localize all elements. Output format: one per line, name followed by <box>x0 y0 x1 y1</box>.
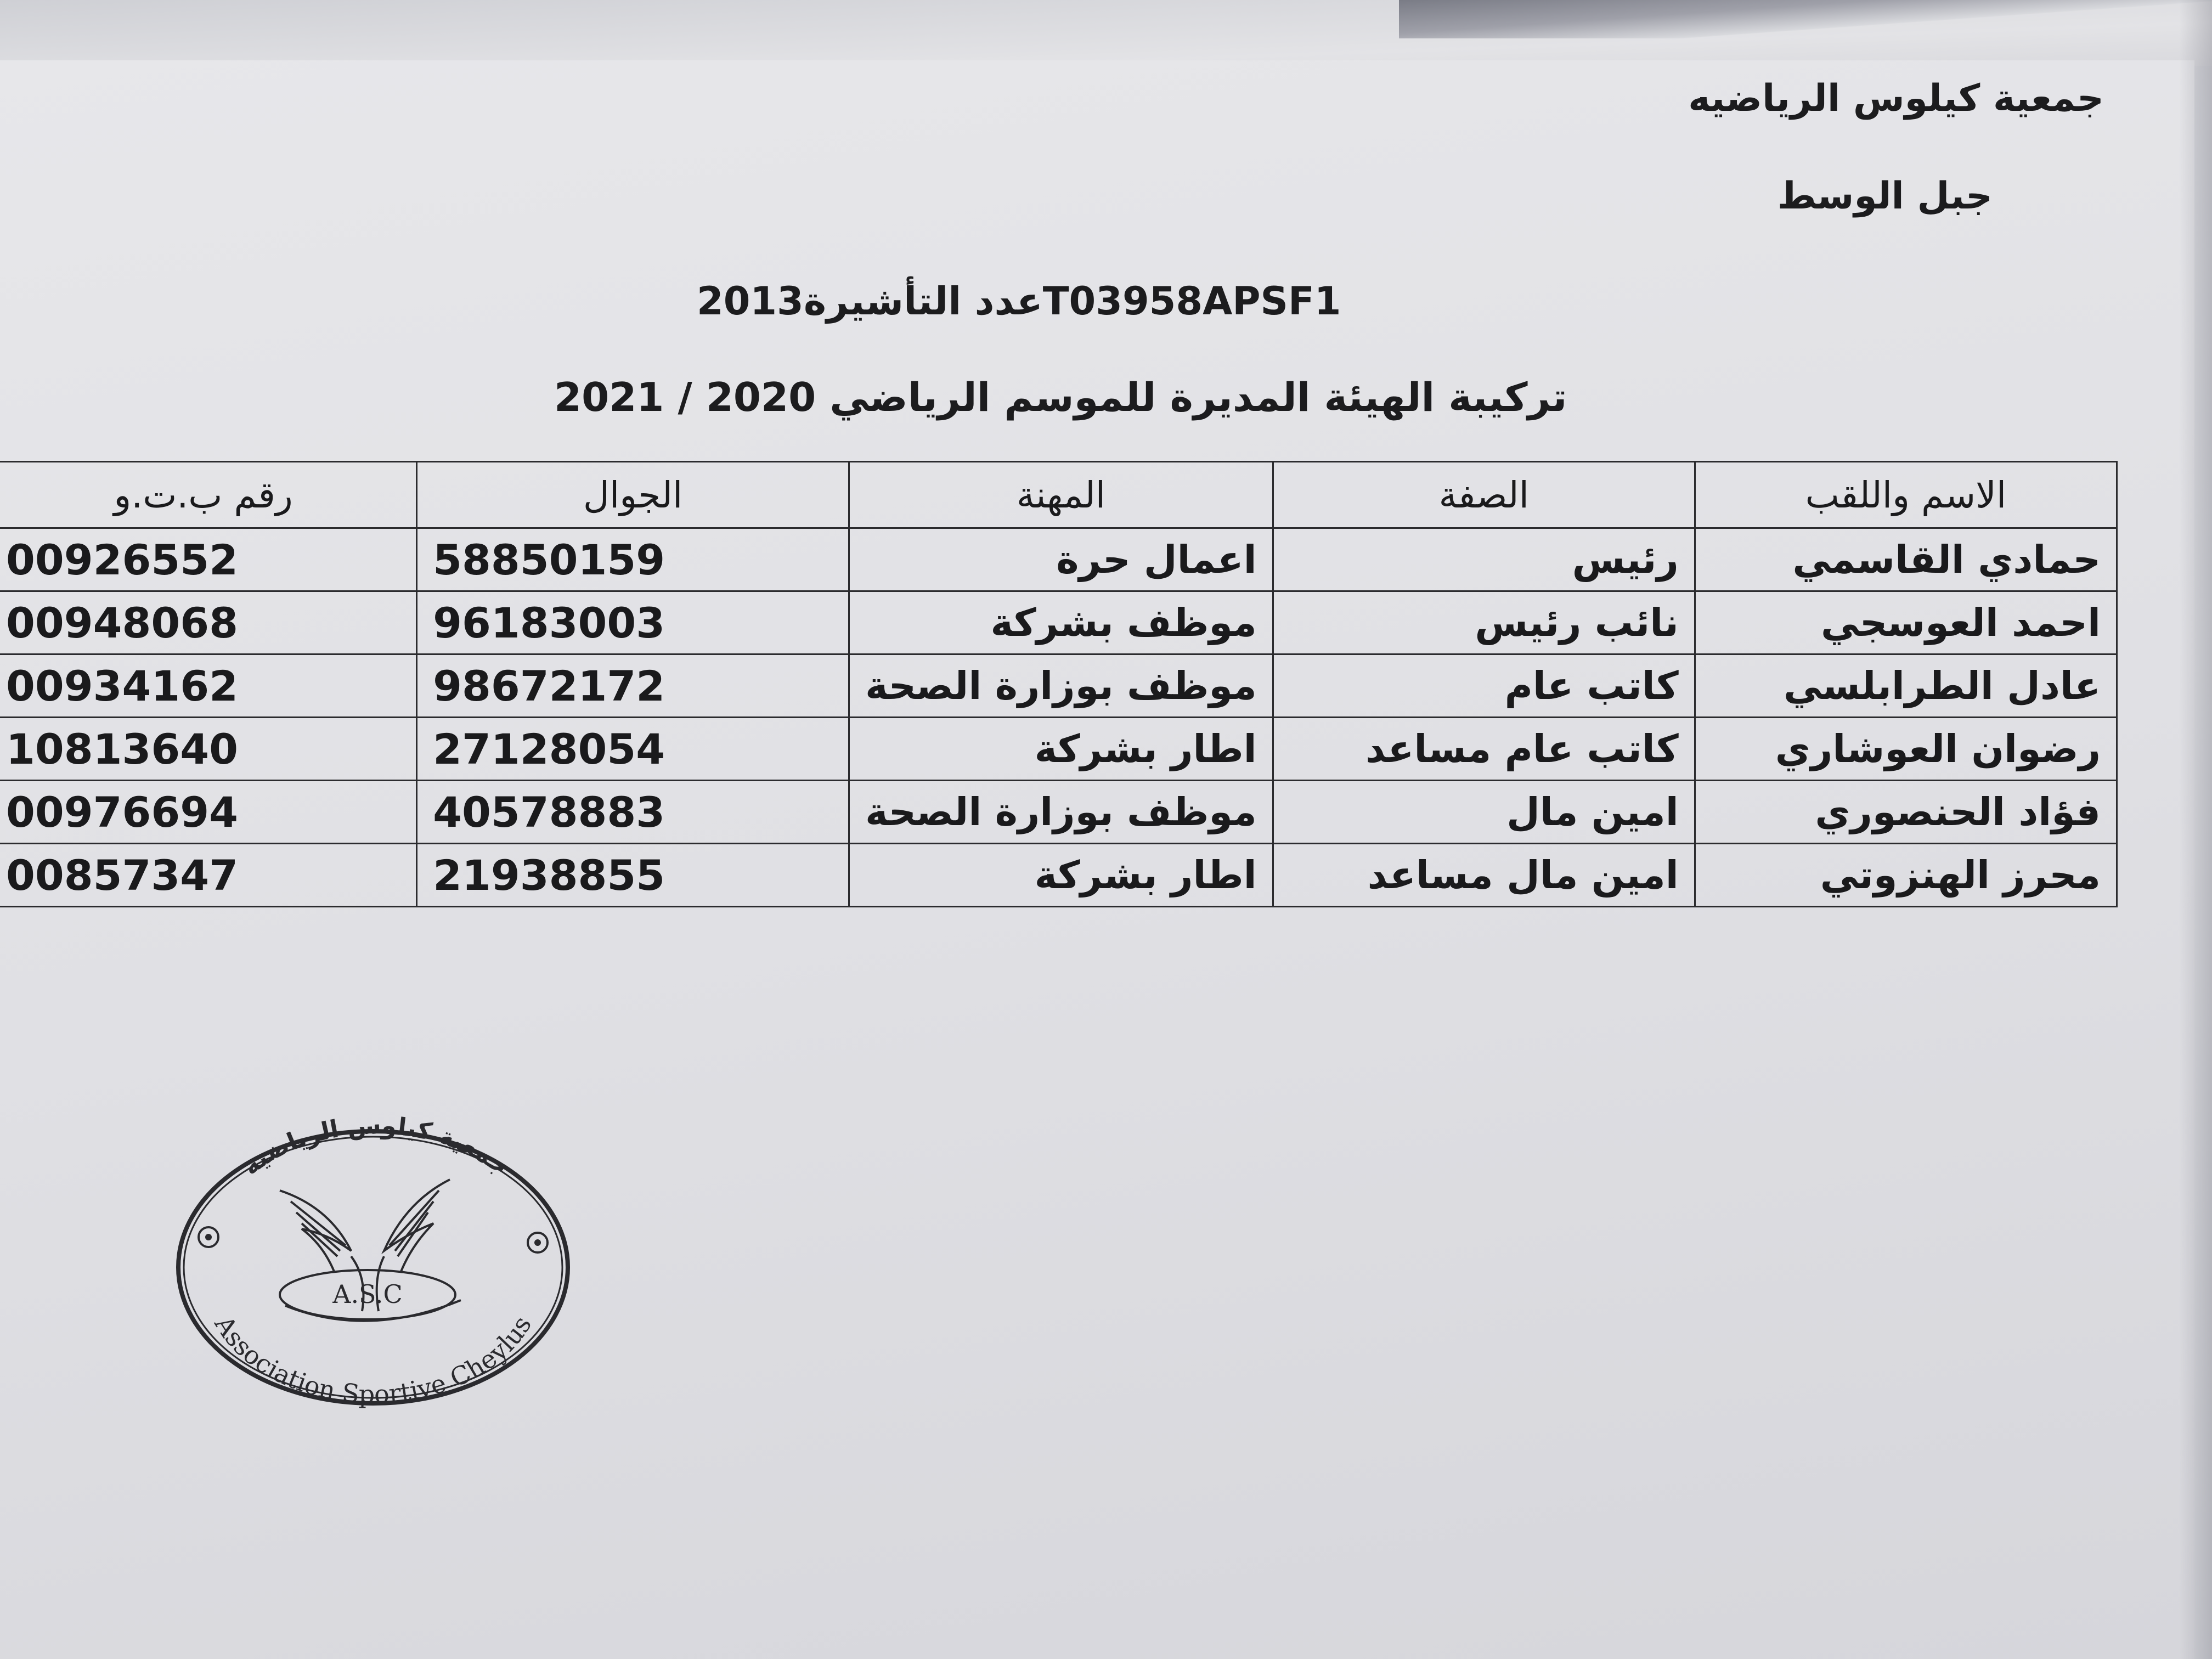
club-name: جمعية كيلوس الرياضيه <box>1688 77 2104 120</box>
document-subtitle: تركيبة الهيئة المديرة للموسم الرياضي 2020 / 2021 <box>554 374 1567 420</box>
member-id: 00926552 <box>0 528 417 591</box>
board-members-table <box>0 461 2118 907</box>
member-name: احمد العوسجي <box>1695 591 2117 654</box>
member-role: كاتب عام مساعد <box>1273 718 1695 781</box>
table-header-row <box>0 462 2117 528</box>
member-mobile: 27128054 <box>417 718 849 781</box>
member-id: 00948068 <box>0 591 417 654</box>
member-id: 10813640 <box>0 718 417 781</box>
stamp-latin-text: Association Sportive Cheylus <box>208 1310 538 1409</box>
column-header-role: الصفة <box>1273 462 1695 528</box>
table-row <box>0 844 2117 907</box>
member-mobile: 21938855 <box>417 844 849 907</box>
visa-number-line: عدد التأشيرة2013T03958APSF1 <box>697 279 1341 324</box>
member-job: موظف بشركة <box>849 591 1273 654</box>
member-name: فؤاد الحنصوري <box>1695 781 2117 844</box>
table-row <box>0 528 2117 591</box>
member-id: 00857347 <box>0 844 417 907</box>
member-mobile: 58850159 <box>417 528 849 591</box>
member-role: امين مال <box>1273 781 1695 844</box>
table-row <box>0 718 2117 781</box>
club-location: جبل الوسط <box>1777 174 1993 218</box>
club-stamp <box>165 1114 582 1421</box>
member-name: رضوان العوشاري <box>1695 718 2117 781</box>
member-mobile: 96183003 <box>417 591 849 654</box>
member-job: اعمال حرة <box>849 528 1273 591</box>
member-role: رئيس <box>1273 528 1695 591</box>
table-row <box>0 654 2117 718</box>
column-header-name: الاسم واللقب <box>1695 462 2117 528</box>
member-job: اطار بشركة <box>849 844 1273 907</box>
stamp-seal-icon <box>165 1114 582 1421</box>
page-edge-shadow <box>2179 0 2212 1659</box>
table-row <box>0 591 2117 654</box>
stamp-arabic-text: جمعية كيلوس الرياضية <box>237 1114 515 1181</box>
member-job: اطار بشركة <box>849 718 1273 781</box>
stamp-inner-letters: A.S.C <box>332 1279 403 1309</box>
member-role: امين مال مساعد <box>1273 844 1695 907</box>
member-role: نائب رئيس <box>1273 591 1695 654</box>
member-id: 00934162 <box>0 654 417 718</box>
column-header-job: المهنة <box>849 462 1273 528</box>
member-job: موظف بوزارة الصحة <box>849 781 1273 844</box>
member-name: محرز الهنزوتي <box>1695 844 2117 907</box>
member-job: موظف بوزارة الصحة <box>849 654 1273 718</box>
member-name: حمادي القاسمي <box>1695 528 2117 591</box>
column-header-mobile: الجوال <box>417 462 849 528</box>
member-name: عادل الطرابلسي <box>1695 654 2117 718</box>
member-id: 00976694 <box>0 781 417 844</box>
table-row <box>0 781 2117 844</box>
paper-fold-shadow <box>1399 0 2212 38</box>
column-header-id: رقم ب.ت.و <box>0 462 417 528</box>
member-role: كاتب عام <box>1273 654 1695 718</box>
member-mobile: 98672172 <box>417 654 849 718</box>
member-mobile: 40578883 <box>417 781 849 844</box>
